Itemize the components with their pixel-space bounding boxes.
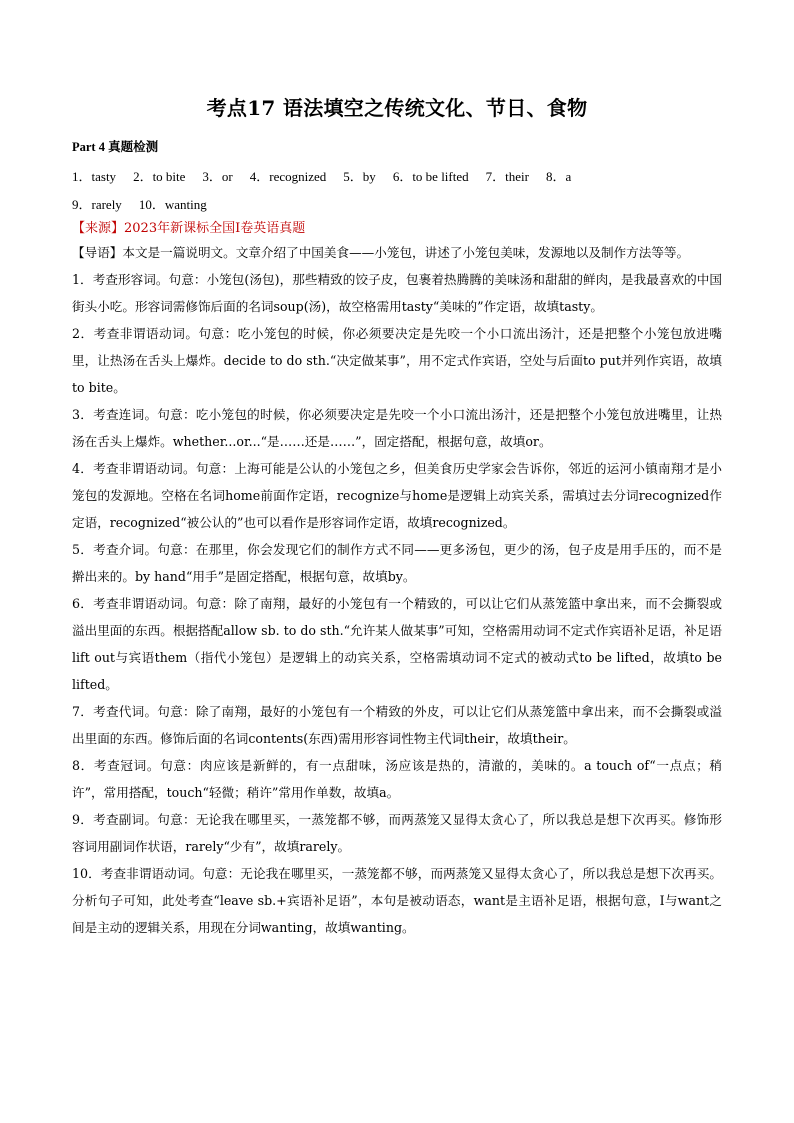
answer-row-2 [72, 191, 722, 219]
explanation-8: 8．考查冠词。句意：肉应该是新鲜的，有一点甜味，汤应该是热的，清澈的，美味的。a touch of“一点点；稍许”，常用搭配，touch“轻微；稍许”常用作单数，故填a。 [72, 758, 722, 800]
explanation-2: 2．考查非谓语动词。句意：吃小笼包的时候，你必须要决定是先咬一个小口流出汤汁，还是把整个小笼包放进嘴里，让热汤在舌头上爆炸。decide to do sth.“决定做某事”，用不定式作宾语，空处与后面to put并列作宾语，故填to bite。 [72, 326, 722, 395]
answer-item: 2．to bite [133, 169, 186, 184]
answer-item: 5．by [343, 169, 376, 184]
explanation-10: 10．考查非谓语动词。句意：无论我在哪里买，一蒸笼都不够，而两蒸笼又显得太贪心了，所以我总是想下次再买。分析句子可知，此处考查“leave sb.+宾语补足语”，本句是被动语态，want是主语补足语，根据句意，I与want之间是主动的逻辑关系，用现在分词wanting，故填wanting。 [72, 866, 722, 935]
explanation-3: 3．考查连词。句意：吃小笼包的时候，你必须要决定是先咬一个小口流出汤汁，还是把整个小笼包放进嘴里，让热汤在舌头上爆炸。whether...or...“是……还是……”，固定搭配，根据句意，故填or。 [72, 407, 722, 449]
answer-item: 8．a [545, 169, 572, 184]
source-label: 【来源】2023年新课标全国Ⅰ卷英语真题 [72, 221, 306, 236]
answer-item: 10．wanting [138, 197, 207, 212]
answer-item: 3．or [202, 169, 233, 184]
guide-paragraph: 【导语】本文是一篇说明文。文章介绍了中国美食——小笼包，讲述了小笼包美味，发源地以及制作方法等等。 [72, 245, 690, 260]
answer-row-1 [72, 163, 722, 191]
explanation-7: 7．考查代词。句意：除了南翔，最好的小笼包有一个精致的外皮，可以让它们从蒸笼篮中拿出来，而不会撕裂或溢出里面的东西。修饰后面的名词contents(东西)需用形容词性物主代词their，故填their。 [72, 704, 722, 746]
answer-item: 6．to be lifted [392, 169, 469, 184]
answer-item: 7．their [485, 169, 529, 184]
answer-item: 4．recognized [249, 169, 327, 184]
answer-key [72, 163, 722, 219]
explanation-5: 5．考查介词。句意：在那里，你会发现它们的制作方式不同——更多汤包，更少的汤，包子皮是用手压的，而不是擀出来的。by hand“用手”是固定搭配，根据句意，故填by。 [72, 542, 722, 584]
explanation-4: 4．考查非谓语动词。句意：上海可能是公认的小笼包之乡，但美食历史学家会告诉你，邻近的运河小镇南翔才是小笼包的发源地。空格在名词home前面作定语，recognize与home是逻辑上动宾关系，需填过去分词recognized作定语，recognized“被公认的”也可以看作是形容词作定语，故填recognized。 [72, 461, 722, 530]
explanation-9: 9．考查副词。句意：无论我在哪里买，一蒸笼都不够，而两蒸笼又显得太贪心了，所以我总是想下次再买。修饰形容词用副词作状语，rarely“少有”，故填rarely。 [72, 812, 722, 854]
page-title: 考点17 语法填空之传统文化、节日、食物 [206, 96, 588, 120]
explanation-1: 1．考查形容词。句意：小笼包(汤包)，那些精致的饺子皮，包裹着热腾腾的美味汤和甜甜的鲜肉，是我最喜欢的中国街头小吃。形容词需修饰后面的名词soup(汤)，故空格需用tasty“美味的”作定语，故填tasty。 [72, 272, 722, 314]
document-page [72, 92, 722, 941]
answer-item: 9．rarely [72, 197, 122, 212]
part-heading: Part 4 真题检测 [72, 140, 159, 154]
answer-item: 1．tasty [72, 169, 117, 184]
explanation-6: 6．考查非谓语动词。句意：除了南翔，最好的小笼包有一个精致的，可以让它们从蒸笼篮中拿出来，而不会撕裂或溢出里面的东西。根据搭配allow sb. to do sth.“允许某人做某事”可知，空格需用动词不定式作宾语补足语，补足语lift out与宾语them（指代小笼包）是逻辑上的动宾关系，空格需填动词不定式的被动式to be lifted，故填to be lifted。 [72, 596, 722, 692]
